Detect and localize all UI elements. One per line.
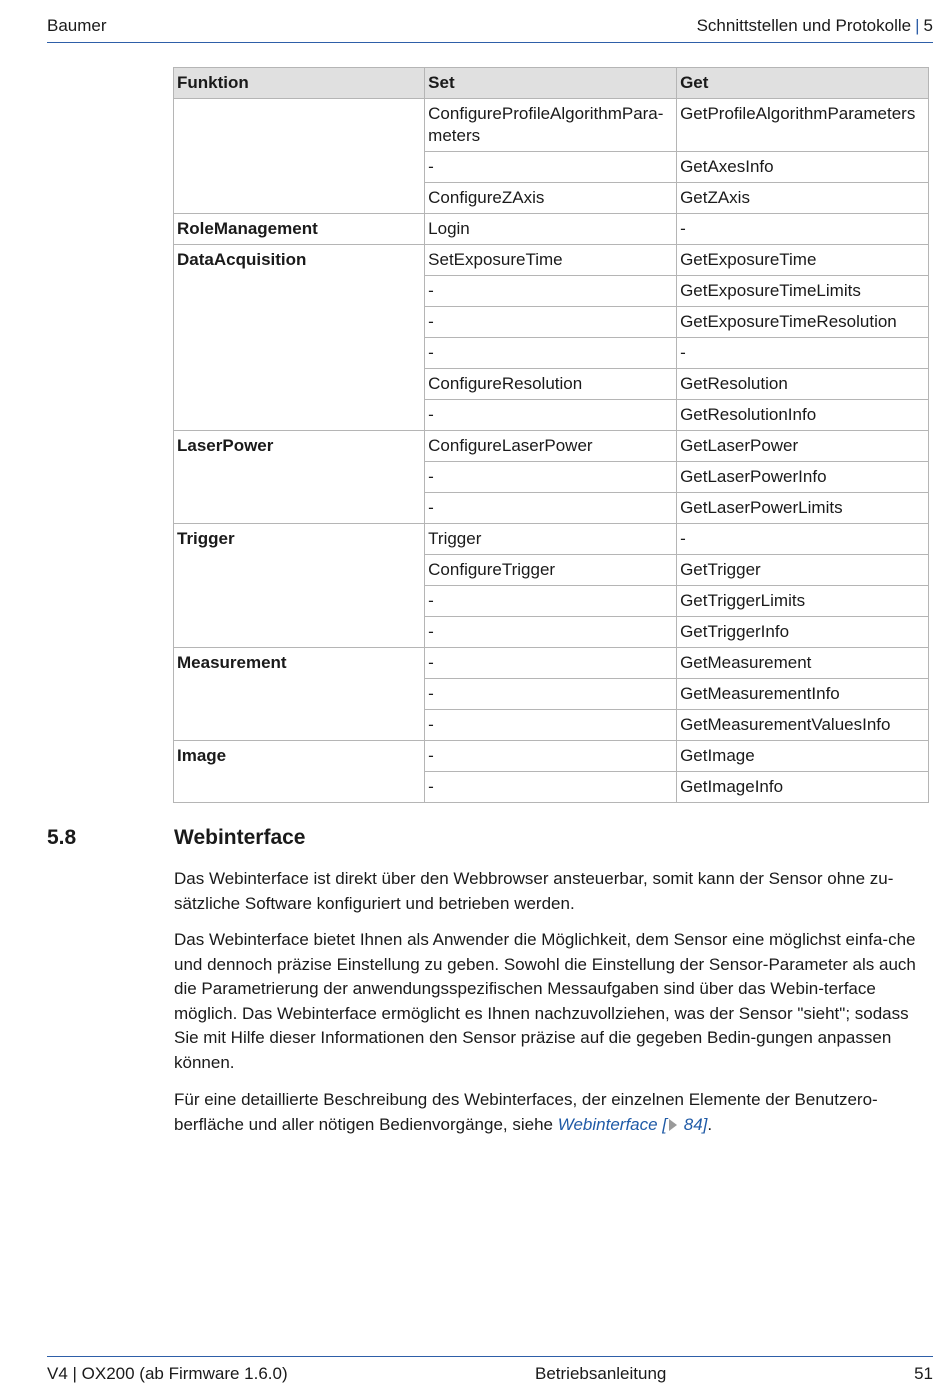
cell-set: - bbox=[425, 493, 677, 524]
cell-get: GetExposureTime bbox=[677, 245, 929, 276]
cell-set: - bbox=[425, 586, 677, 617]
section-title: Webinterface bbox=[174, 826, 306, 849]
header-brand: Baumer bbox=[47, 16, 107, 35]
cell-funktion: RoleManagement bbox=[174, 214, 425, 245]
cell-set: ConfigureResolution bbox=[425, 369, 677, 400]
table-row bbox=[174, 99, 929, 152]
cell-get: GetMeasurementValuesInfo bbox=[677, 710, 929, 741]
paragraph-reference-end: . bbox=[707, 1114, 713, 1134]
cell-get: GetImage bbox=[677, 741, 929, 772]
cell-set: ConfigureProfileAlgorithmPara-meters bbox=[425, 99, 677, 152]
table-row bbox=[174, 245, 929, 276]
cell-set: - bbox=[425, 617, 677, 648]
section-number: 5.8 bbox=[47, 826, 77, 849]
column-header-get: Get bbox=[677, 68, 929, 99]
paragraph-reference bbox=[174, 1088, 930, 1137]
header-chapter-title: Schnittstellen und Protokolle bbox=[696, 16, 912, 35]
paragraph-reference-text: Für eine detaillierte Beschreibung des Webinterfaces, der einzelnen Elemente der Benutzero-berfläche und aller nötigen Bedienvorgänge, siehe bbox=[174, 1090, 878, 1134]
cell-set: - bbox=[425, 400, 677, 431]
link-text: Webinterface [ bbox=[557, 1114, 668, 1134]
cell-get: GetResolutionInfo bbox=[677, 400, 929, 431]
paragraph-intro: Das Webinterface ist direkt über den Webbrowser ansteuerbar, somit kann der Sensor ohne zu-sätzliche Software konfiguriert und betrieben werden. bbox=[174, 869, 894, 913]
cell-get: GetZAxis bbox=[677, 183, 929, 214]
cell-set: SetExposureTime bbox=[425, 245, 677, 276]
cell-set: - bbox=[425, 462, 677, 493]
cell-set: - bbox=[425, 741, 677, 772]
table-row bbox=[174, 524, 929, 555]
column-header-set: Set bbox=[425, 68, 677, 99]
cell-set: - bbox=[425, 648, 677, 679]
cell-get: GetTriggerLimits bbox=[677, 586, 929, 617]
cell-get: GetExposureTimeResolution bbox=[677, 307, 929, 338]
table-header-row bbox=[174, 68, 929, 99]
cell-get: GetLaserPowerInfo bbox=[677, 462, 929, 493]
table-row bbox=[174, 741, 929, 772]
page-header bbox=[47, 14, 933, 43]
cell-get: GetMeasurement bbox=[677, 648, 929, 679]
cell-set: ConfigureZAxis bbox=[425, 183, 677, 214]
table-body bbox=[174, 99, 929, 803]
webinterface-page-link[interactable] bbox=[558, 1115, 708, 1134]
cell-set: - bbox=[425, 307, 677, 338]
cell-get: GetMeasurementInfo bbox=[677, 679, 929, 710]
function-table bbox=[173, 67, 929, 803]
column-header-funktion: Funktion bbox=[174, 68, 425, 99]
cell-funktion: Measurement bbox=[174, 648, 425, 741]
footer-version: V4 | OX200 (ab Firmware 1.6.0) bbox=[47, 1364, 288, 1383]
cell-get: - bbox=[677, 338, 929, 369]
cell-funktion: LaserPower bbox=[174, 431, 425, 524]
cell-get: GetTrigger bbox=[677, 555, 929, 586]
cell-set: - bbox=[425, 152, 677, 183]
cell-funktion: Image bbox=[174, 741, 425, 803]
cell-set: - bbox=[425, 710, 677, 741]
cell-funktion bbox=[174, 99, 425, 214]
paragraph-capabilities: Das Webinterface bietet Ihnen als Anwender die Möglichkeit, dem Sensor eine möglichst einfa-che und dennoch präzise Einstellung zu geben. Sowohl die Einstellung der Sensor-Parameter als auch die Parametrierung der anwendungsspezifischen Messaufgaben sind über das Webin-terface möglich. Das Webinterface ermöglicht es Ihnen nachzuvollziehen, was der Sensor "sieht"; sodass Sie mit Hilfe dieser Informationen den Sensor präzise auf die gegeben Bedin-gungen anpassen können. bbox=[174, 930, 916, 1072]
cell-set: ConfigureTrigger bbox=[425, 555, 677, 586]
cell-get: GetAxesInfo bbox=[677, 152, 929, 183]
cell-set: Login bbox=[425, 214, 677, 245]
cell-set: - bbox=[425, 338, 677, 369]
cell-get: GetLaserPowerLimits bbox=[677, 493, 929, 524]
cell-get: GetImageInfo bbox=[677, 772, 929, 803]
cell-get: GetTriggerInfo bbox=[677, 617, 929, 648]
cell-funktion: Trigger bbox=[174, 524, 425, 648]
table-row bbox=[174, 648, 929, 679]
footer-doc-type: Betriebsanleitung bbox=[535, 1364, 667, 1383]
cell-get: - bbox=[677, 214, 929, 245]
cell-funktion: DataAcquisition bbox=[174, 245, 425, 431]
cell-get: - bbox=[677, 524, 929, 555]
cell-set: Trigger bbox=[425, 524, 677, 555]
link-page: 84] bbox=[679, 1114, 708, 1134]
cell-get: GetResolution bbox=[677, 369, 929, 400]
table-row bbox=[174, 214, 929, 245]
cell-get: GetExposureTimeLimits bbox=[677, 276, 929, 307]
header-separator: | bbox=[915, 16, 920, 35]
page-arrow-icon bbox=[669, 1119, 677, 1131]
cell-get: GetProfileAlgorithmParameters bbox=[677, 99, 929, 152]
cell-get: GetLaserPower bbox=[677, 431, 929, 462]
cell-set: - bbox=[425, 679, 677, 710]
cell-set: - bbox=[425, 276, 677, 307]
header-chapter-number: 5 bbox=[923, 16, 933, 35]
page-footer bbox=[47, 1356, 933, 1387]
cell-set: - bbox=[425, 772, 677, 803]
header-chapter bbox=[697, 16, 933, 36]
footer-page-number: 51 bbox=[914, 1364, 933, 1383]
table-row bbox=[174, 431, 929, 462]
cell-set: ConfigureLaserPower bbox=[425, 431, 677, 462]
